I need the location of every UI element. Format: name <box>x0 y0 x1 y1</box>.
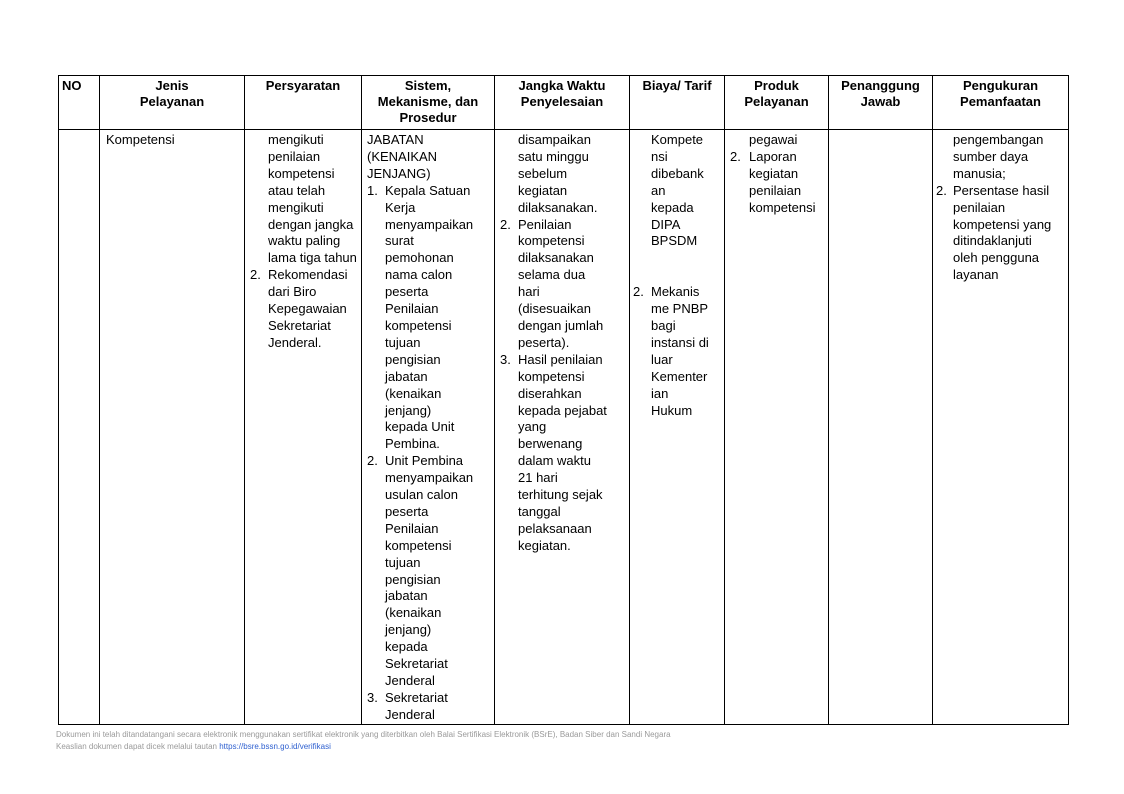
text-line: dengan jumlah <box>518 317 604 333</box>
table-row <box>59 130 1069 725</box>
text-line: Jenderal <box>385 673 435 688</box>
text-line: menyampaikan <box>385 216 474 232</box>
cell-jenis: Kompetensi <box>100 130 245 725</box>
biaya-list <box>632 284 722 419</box>
jangka-list <box>497 217 627 555</box>
text-line: Unit Pembina <box>385 453 464 469</box>
text-line: Sekretariat <box>385 656 448 672</box>
footer-line-2 <box>56 741 671 753</box>
text-line: mengikuti <box>268 132 324 147</box>
text-line: jenjang) <box>385 622 432 638</box>
text-line: kompetensi <box>518 368 585 384</box>
text-line: (kenaikan <box>385 605 442 621</box>
text-line: kompetensi <box>749 199 816 215</box>
spacer <box>632 250 722 284</box>
text-line: berwenang <box>518 436 583 452</box>
text-line: Penilaian <box>518 216 572 232</box>
pengukuran-list <box>935 183 1066 284</box>
header-persyaratan: Persyaratan <box>245 76 362 130</box>
text-line: penilaian <box>268 148 321 164</box>
text-line: (kenaikan <box>385 385 442 401</box>
text-line: kompetensi <box>385 537 452 553</box>
list-item: 2. Persentase hasil penilaian kompetensi yang ditindaklanjuti oleh pengguna layanan <box>935 183 1066 284</box>
text-line: yang <box>518 419 547 435</box>
text-line: surat <box>385 233 414 249</box>
text-line: Penilaian <box>385 301 439 317</box>
text-line: sebelum <box>518 165 568 181</box>
text-line: JENJANG) <box>367 165 431 181</box>
text-line: DIPA <box>651 216 681 232</box>
text-line: Penilaian <box>385 520 439 536</box>
sistem-list <box>364 183 492 724</box>
text-line: sumber daya <box>953 148 1029 164</box>
header-no: NO <box>59 76 100 130</box>
list-item: 1. Kepala Satuan Kerja menyampaikan surat pemohonan nama calon peserta Penilaian kompetensi tujuan pengisian jabatan (kenaikan jenjang) kepada Unit Pembina. <box>364 183 492 454</box>
text-line: kegiatan <box>749 165 799 181</box>
persyaratan-cont <box>247 132 359 267</box>
header-biaya-tarif: Biaya/ Tarif <box>630 76 725 130</box>
text-line: Jenderal <box>385 706 435 722</box>
produk-list <box>727 149 826 217</box>
text-line: mengikuti <box>268 199 324 215</box>
list-item: 2. Rekomendasi dari Biro Kepegawaian Sekretariat Jenderal. <box>247 267 359 352</box>
text-line: pelaksanaan <box>518 520 592 536</box>
text-line: me PNBP <box>651 301 709 317</box>
text-line: oleh pengguna <box>953 250 1040 266</box>
text-line: hari <box>518 284 540 300</box>
cell-jangka-waktu <box>495 130 630 725</box>
header-jenis-pelayanan: Jenis Pelayanan <box>100 76 245 130</box>
text-line: instansi di <box>651 335 709 351</box>
text-line: dilaksanakan. <box>518 199 598 215</box>
text-line: menyampaikan <box>385 470 474 486</box>
list-item: 3. Hasil penilaian kompetensi diserahkan kepada pejabat yang berwenang dalam waktu 21 hari terhitung sejak tanggal pelaksanaan kegiatan. <box>497 352 627 555</box>
text-line: pengembangan <box>953 132 1044 147</box>
footer-line-1: Dokumen ini telah ditandatangani secara elektronik menggunakan sertifikat elektronik yang diterbitkan oleh Balai Sertifikasi Elektronik (BSrE), Badan Siber dan Sandi Negara <box>56 730 671 739</box>
cell-penanggung-jawab <box>829 130 933 725</box>
list-item: 2. Laporan kegiatan penilaian kompetensi <box>727 149 826 217</box>
text-line: tujuan <box>385 554 421 570</box>
produk-cont <box>727 132 826 149</box>
text-line: layanan <box>953 267 999 283</box>
text-line: 21 hari <box>518 470 558 486</box>
text-line: jabatan <box>385 368 428 384</box>
cell-sistem <box>362 130 495 725</box>
text-line: kompetensi <box>518 233 585 249</box>
text-line: Kepala Satuan <box>385 182 471 198</box>
text-line: pemohonan <box>385 250 454 266</box>
verification-link[interactable]: https://bsre.bssn.go.id/verifikasi <box>219 742 331 751</box>
header-pengukuran: Pengukuran Pemanfaatan <box>933 76 1069 130</box>
text-line: nsi <box>651 148 668 164</box>
text-line: kegiatan <box>518 182 568 198</box>
text-line: ditindaklanjuti <box>953 233 1032 249</box>
text-line: JABATAN <box>367 132 424 147</box>
text-line: pengisian <box>385 571 441 587</box>
text-line: Hasil penilaian <box>518 351 603 367</box>
text-line: Sekretariat <box>268 317 331 333</box>
text-line: luar <box>651 351 673 367</box>
text-line: manusia; <box>953 165 1006 181</box>
text-line: kompetensi <box>268 165 335 181</box>
text-line: dilaksanakan <box>518 250 594 266</box>
list-item: 2. Penilaian kompetensi dilaksanakan selama dua hari (disesuaikan dengan jumlah peserta). <box>497 217 627 352</box>
text-line: kegiatan. <box>518 537 571 553</box>
pengukuran-cont <box>935 132 1066 183</box>
text-line: peserta <box>385 284 429 300</box>
persyaratan-list <box>247 267 359 352</box>
text-line: nama calon <box>385 267 453 283</box>
text-line: (KENAIKAN <box>367 148 438 164</box>
text-line: penilaian <box>953 199 1006 215</box>
text-line: kompetensi yang <box>953 216 1052 232</box>
text-line: selama dua <box>518 267 586 283</box>
text-line: dalam waktu <box>518 453 591 469</box>
text-line: satu minggu <box>518 148 589 164</box>
text-line: atau telah <box>268 182 326 198</box>
text-line: dengan jangka <box>268 216 354 232</box>
text-line: bagi <box>651 318 676 334</box>
cell-biaya-tarif <box>630 130 725 725</box>
text-line: Persentase hasil <box>953 182 1050 198</box>
text-line: pengisian <box>385 351 441 367</box>
sistem-intro <box>364 132 492 183</box>
header-jangka-waktu: Jangka Waktu Penyelesaian <box>495 76 630 130</box>
jangka-cont <box>497 132 627 217</box>
text-line: Sekretariat <box>385 689 448 705</box>
text-line: kepada <box>385 639 428 655</box>
text-line: penilaian <box>749 182 802 198</box>
text-line: pegawai <box>749 132 798 147</box>
cell-persyaratan <box>245 130 362 725</box>
text-line: lama tiga tahun <box>268 250 357 266</box>
text-line: Kepegawaian <box>268 301 347 317</box>
text-line: terhitung sejak <box>518 487 603 503</box>
text-line: Laporan <box>749 148 797 164</box>
text-line: peserta). <box>518 334 570 350</box>
text-line: kepada Unit <box>385 419 455 435</box>
header-penanggung-jawab: Penanggung Jawab <box>829 76 933 130</box>
text-line: waktu paling <box>268 233 341 249</box>
text-line: Rekomendasi <box>268 267 348 283</box>
text-line: disampaikan <box>518 132 591 147</box>
list-item: 3. Sekretariat Jenderal <box>364 690 492 724</box>
table-header-row <box>59 76 1069 130</box>
text-line: Mekanis <box>651 284 700 300</box>
text-line: Kementer <box>651 368 708 384</box>
list-item: 2. Unit Pembina menyampaikan usulan calon peserta Penilaian kompetensi tujuan pengisian jabatan (kenaikan jenjang) kepada Sekretariat Jenderal <box>364 453 492 690</box>
text-line: kepada pejabat <box>518 402 607 418</box>
text-line: (disesuaikan <box>518 301 591 317</box>
text-line: kepada <box>651 199 694 215</box>
cell-pengukuran <box>933 130 1069 725</box>
text-line: BPSDM <box>651 233 698 249</box>
text-line: jabatan <box>385 588 428 604</box>
service-standard-table <box>58 75 1069 725</box>
text-line: dari Biro <box>268 284 317 300</box>
text-line: dibebank <box>651 165 704 181</box>
text-line: Pembina. <box>385 436 440 452</box>
list-item: 2. Mekanis me PNBP bagi instansi di luar Kementer ian Hukum <box>632 284 722 419</box>
text-line: Hukum <box>651 402 693 418</box>
text-line: kompetensi <box>385 317 452 333</box>
text-line: Kerja <box>385 199 416 215</box>
text-line: diserahkan <box>518 385 582 401</box>
signature-footer <box>56 729 671 753</box>
text-line: tanggal <box>518 503 561 519</box>
text-line: jenjang) <box>385 402 432 418</box>
cell-produk-pelayanan <box>725 130 829 725</box>
text-line: ian <box>651 385 669 401</box>
footer-line-2-text: Keaslian dokumen dapat dicek melalui tautan <box>56 742 217 751</box>
text-line: tujuan <box>385 334 421 350</box>
text-line: an <box>651 182 666 198</box>
text-line: usulan calon <box>385 487 458 503</box>
cell-no <box>59 130 100 725</box>
text-line: peserta <box>385 503 429 519</box>
text-line: Kompete <box>651 132 704 147</box>
header-produk-pelayanan: Produk Pelayanan <box>725 76 829 130</box>
text-line: Jenderal. <box>268 334 322 350</box>
biaya-cont <box>632 132 722 250</box>
header-sistem: Sistem, Mekanisme, dan Prosedur <box>362 76 495 130</box>
